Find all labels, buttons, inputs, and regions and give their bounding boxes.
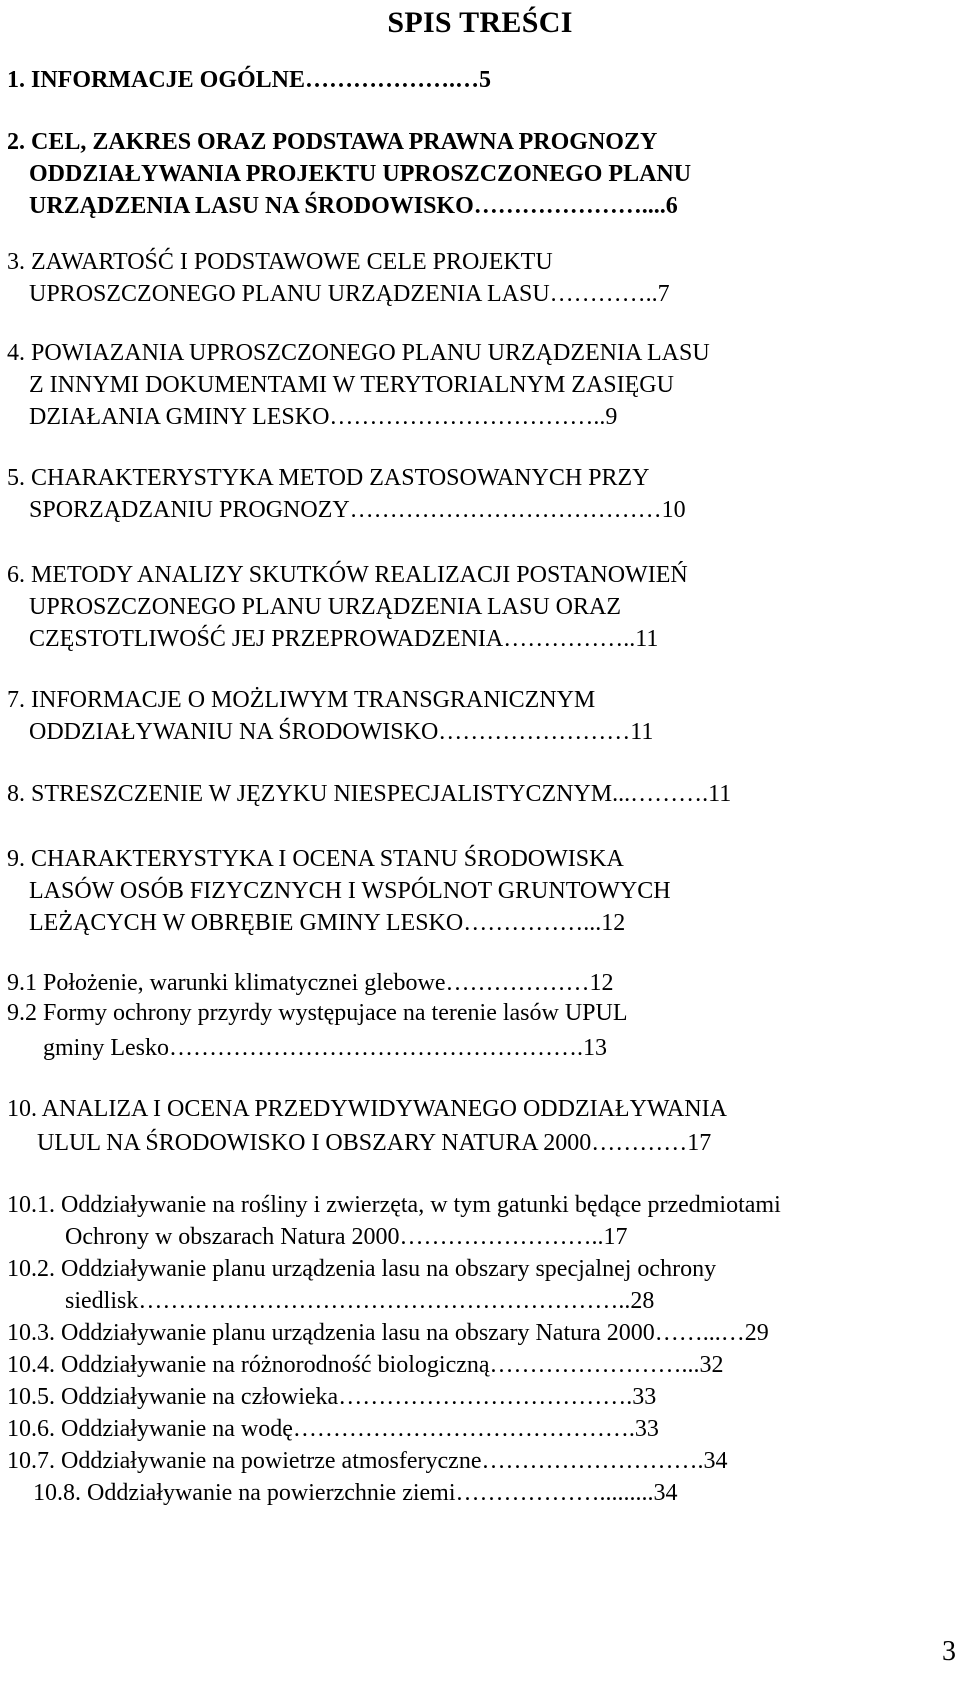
page-number: 3 (942, 1636, 956, 1667)
toc-entry-6-line-2: UPROSZCZONEGO PLANU URZĄDZENIA LASU ORAZ (29, 594, 622, 620)
toc-entry-4-line-2: Z INNYMI DOKUMENTAMI W TERYTORIALNYM ZASIĘGU (29, 372, 674, 398)
toc-entry-10-1: 10.1. Oddziaływanie na rośliny i zwierzęta, w tym gatunki będące przedmiotami (7, 1192, 781, 1218)
toc-entry-10-2-line-2: siedlisk……………………………………………………..28 (65, 1288, 655, 1314)
toc-entry-9: 9. CHARAKTERYSTYKA I OCENA STANU ŚRODOWISKA (7, 846, 624, 872)
toc-entry-9-1: 9.1 Położenie, warunki klimatycznei glebowe………………12 (7, 970, 614, 996)
toc-entry-5: 5. CHARAKTERYSTYKA METOD ZASTOSOWANYCH PRZY (7, 465, 650, 491)
toc-entry-9-2-line-2: gminy Lesko…………………………………………….13 (43, 1035, 607, 1061)
toc-entry-6-line-3: CZĘSTOTLIWOŚĆ JEJ PRZEPROWADZENIA……………..11 (29, 626, 659, 652)
toc-entry-3-line-2: UPROSZCZONEGO PLANU URZĄDZENIA LASU…………..7 (29, 281, 670, 307)
toc-entry-6: 6. METODY ANALIZY SKUTKÓW REALIZACJI POSTANOWIEŃ (7, 562, 688, 588)
toc-entry-9-line-3: LEŻĄCYCH W OBRĘBIE GMINY LESKO……………...12 (29, 910, 626, 936)
toc-entry-4: 4. POWIAZANIA UPROSZCZONEGO PLANU URZĄDZENIA LASU (7, 340, 710, 366)
toc-entry-10-8: 10.8. Oddziaływanie na powierzchnie ziemi……………….........34 (33, 1480, 678, 1506)
toc-entry-10-line-2: ULUL NA ŚRODOWISKO I OBSZARY NATURA 2000…………17 (37, 1130, 712, 1156)
toc-entry-10-1-line-2: Ochrony w obszarach Natura 2000……………………..17 (65, 1224, 628, 1250)
toc-entry-7: 7. INFORMACJE O MOŻLIWYM TRANSGRANICZNYM (7, 687, 596, 713)
toc-entry-10-6: 10.6. Oddziaływanie na wodę…………………………………….33 (7, 1416, 659, 1442)
page-title: SPIS TREŚCI (387, 6, 573, 39)
toc-entry-1: 1. INFORMACJE OGÓLNE……………….…5 (7, 67, 492, 93)
toc-entry-10-4: 10.4. Oddziaływanie na różnorodność biologiczną……………………...32 (7, 1352, 724, 1378)
toc-entry-2-line-3: URZĄDZENIA LASU NA ŚRODOWISKO…………………....6 (29, 193, 678, 219)
toc-entry-10-5: 10.5. Oddziaływanie na człowieka……………………………….33 (7, 1384, 657, 1410)
toc-entry-10-7: 10.7. Oddziaływanie na powietrze atmosferyczne……………………….34 (7, 1448, 728, 1474)
toc-entry-10-3: 10.3. Oddziaływanie planu urządzenia lasu na obszary Natura 2000……...…29 (7, 1320, 769, 1346)
toc-entry-10-2: 10.2. Oddziaływanie planu urządzenia lasu na obszary specjalnej ochrony (7, 1256, 717, 1282)
toc-entry-9-2: 9.2 Formy ochrony przyrdy występujace na terenie lasów UPUL (7, 1000, 628, 1026)
toc-entry-7-line-2: ODDZIAŁYWANIU NA ŚRODOWISKO……………………11 (29, 719, 654, 745)
toc-entry-2-line-2: ODDZIAŁYWANIA PROJEKTU UPROSZCZONEGO PLANU (29, 161, 692, 187)
toc-entry-4-line-3: DZIAŁANIA GMINY LESKO……………………………..9 (29, 404, 618, 430)
toc-entry-2: 2. CEL, ZAKRES ORAZ PODSTAWA PRAWNA PROGNOZY (7, 129, 658, 155)
toc-entry-5-line-2: SPORZĄDZANIU PROGNOZY…………………………………10 (29, 497, 686, 523)
toc-entry-8: 8. STRESZCZENIE W JĘZYKU NIESPECJALISTYCZNYM...……….11 (7, 781, 732, 807)
toc-entry-3: 3. ZAWARTOŚĆ I PODSTAWOWE CELE PROJEKTU (7, 249, 553, 275)
toc-entry-10: 10. ANALIZA I OCENA PRZEDYWIDYWANEGO ODDZIAŁYWANIA (7, 1096, 727, 1122)
toc-entry-9-line-2: LASÓW OSÓB FIZYCZNYCH I WSPÓLNOT GRUNTOWYCH (29, 878, 671, 904)
